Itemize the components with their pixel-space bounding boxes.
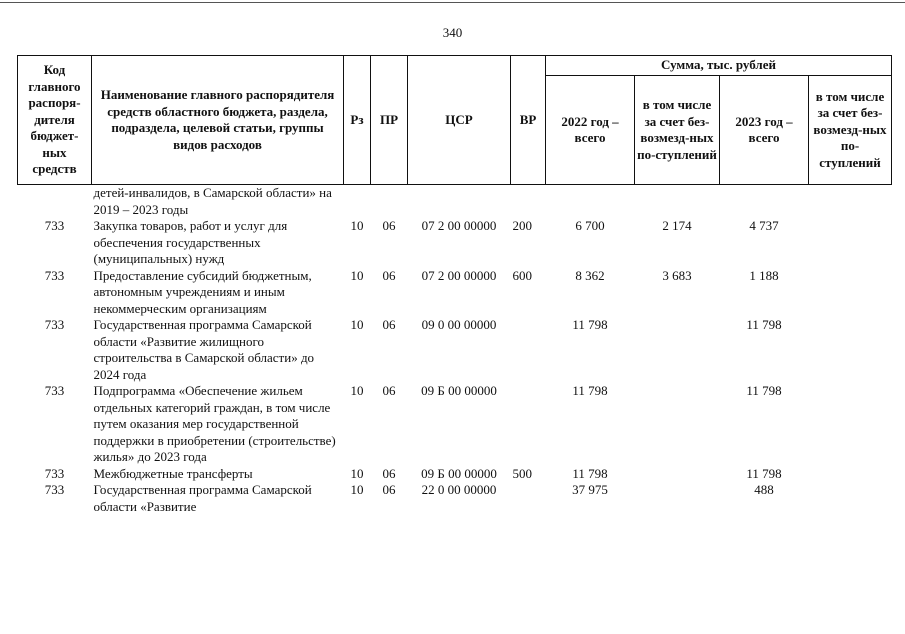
cell-vr (511, 317, 546, 383)
page-number: 340 (442, 25, 463, 40)
header-2022-total: 2022 год – всего (546, 76, 635, 185)
header-name: Наименование главного распорядителя средств областного бюджета, раздела, подраздела, целевой статьи, группы видов расходов (92, 56, 344, 185)
cell-code: 733 (44, 267, 65, 283)
cell-code: 733 (44, 317, 65, 332)
cell-incl2023 (809, 466, 892, 483)
cell-y2022: 37 975 (572, 482, 608, 497)
cell-vr (511, 185, 546, 219)
cell-rz: 10 (350, 482, 364, 497)
header-sum: Сумма, тыс. рублей (546, 56, 892, 76)
cell-name: Предоставление субсидий бюджетным, автономным учреждениям и иным некоммерческим организациям (93, 267, 312, 316)
cell-csr (408, 185, 511, 219)
cell-y2023: 11 798 (746, 383, 782, 398)
cell-vr: 600 (512, 267, 532, 283)
header-2023-incl: в том числе за счет без-возмезд-ных по-ступлений (809, 76, 892, 185)
cell-incl2022 (635, 466, 720, 483)
cell-incl2022 (635, 317, 720, 383)
cell-incl2023 (809, 185, 892, 219)
cell-code (18, 185, 92, 219)
cell-pr: 06 (382, 482, 396, 497)
header-2022-incl: в том числе за счет без-возмезд-ных по-ступлений (635, 76, 720, 185)
table-body (18, 185, 892, 516)
table-header (18, 56, 892, 185)
cell-y2022: 8 362 (575, 267, 605, 283)
cell-y2023 (720, 185, 809, 219)
cell-name: Межбюджетные трансферты (93, 465, 253, 481)
cell-name: Государственная программа Самарской области «Развитие (93, 482, 312, 514)
cell-vr (511, 383, 546, 466)
cell-y2023: 1 188 (749, 267, 779, 283)
cell-vr (511, 482, 546, 515)
cell-y2022: 6 700 (575, 218, 605, 233)
budget-table (17, 55, 892, 515)
cell-csr: 09 Б 00 00000 (421, 465, 497, 481)
cell-y2023: 4 737 (749, 218, 779, 233)
cell-csr: 07 2 00 00000 (421, 267, 497, 283)
cell-incl2022 (635, 482, 720, 515)
cell-incl2023 (809, 268, 892, 318)
cell-pr: 06 (382, 383, 396, 398)
cell-incl2022: 3 683 (662, 267, 692, 283)
table-row (18, 317, 892, 383)
cell-csr: 09 Б 00 00000 (421, 383, 497, 398)
cell-incl2023 (809, 383, 892, 466)
cell-vr: 500 (512, 465, 532, 481)
cell-incl2022: 2 174 (662, 218, 692, 233)
cell-csr: 09 0 00 00000 (421, 317, 497, 332)
cell-pr: 06 (382, 317, 396, 332)
cell-rz: 10 (350, 383, 364, 398)
table-row (18, 383, 892, 466)
cell-code: 733 (44, 383, 65, 398)
cell-incl2023 (809, 482, 892, 515)
cell-y2022: 11 798 (572, 317, 608, 332)
cell-name: Подпрограмма «Обеспечение жильем отдельных категорий граждан, в том числе путем оказания мер государственной поддержки в приобретении (строительстве) жилья» до 2023 года (93, 383, 336, 464)
cell-csr: 22 0 00 00000 (421, 482, 497, 497)
cell-y2022 (546, 185, 635, 219)
header-csr: ЦСР (408, 56, 511, 185)
cell-y2022: 11 798 (572, 383, 608, 398)
cell-pr: 06 (382, 465, 396, 481)
cell-incl2022 (635, 383, 720, 466)
cell-rz: 10 (350, 465, 364, 481)
table-row (18, 218, 892, 268)
cell-y2023: 11 798 (746, 317, 782, 332)
cell-pr: 06 (382, 267, 396, 283)
table-row (18, 185, 892, 219)
cell-rz: 10 (350, 317, 364, 332)
cell-rz: 10 (350, 267, 364, 283)
cell-code: 733 (44, 465, 65, 481)
cell-pr: 06 (382, 218, 396, 233)
cell-code: 733 (44, 218, 65, 233)
cell-incl2022 (635, 185, 720, 219)
header-pr: ПР (371, 56, 408, 185)
cell-y2023: 488 (754, 482, 774, 497)
cell-csr: 07 2 00 00000 (421, 218, 497, 233)
top-rule (0, 2, 905, 3)
cell-name: Государственная программа Самарской области «Развитие жилищного строительства в Самарской области» до 2024 года (93, 317, 315, 382)
cell-name: детей-инвалидов, в Самарской области» на 2019 – 2023 годы (93, 185, 332, 217)
cell-rz (344, 185, 371, 219)
cell-pr (371, 185, 408, 219)
cell-rz: 10 (350, 218, 364, 233)
cell-name: Закупка товаров, работ и услуг для обеспечения государственных (муниципальных) нужд (93, 218, 288, 266)
cell-y2023: 11 798 (746, 465, 782, 481)
cell-y2022: 11 798 (572, 465, 608, 481)
cell-incl2023 (809, 317, 892, 383)
table-row (18, 482, 892, 515)
cell-incl2023 (809, 218, 892, 268)
table-row (18, 466, 892, 483)
header-2023-total: 2023 год – всего (720, 76, 809, 185)
header-code: Код главного распоря-дителя бюджет-ных средств (18, 56, 92, 185)
header-vr: ВР (511, 56, 546, 185)
table-row (18, 268, 892, 318)
cell-vr: 200 (512, 218, 532, 233)
header-rz: Рз (344, 56, 371, 185)
cell-code: 733 (44, 482, 65, 497)
